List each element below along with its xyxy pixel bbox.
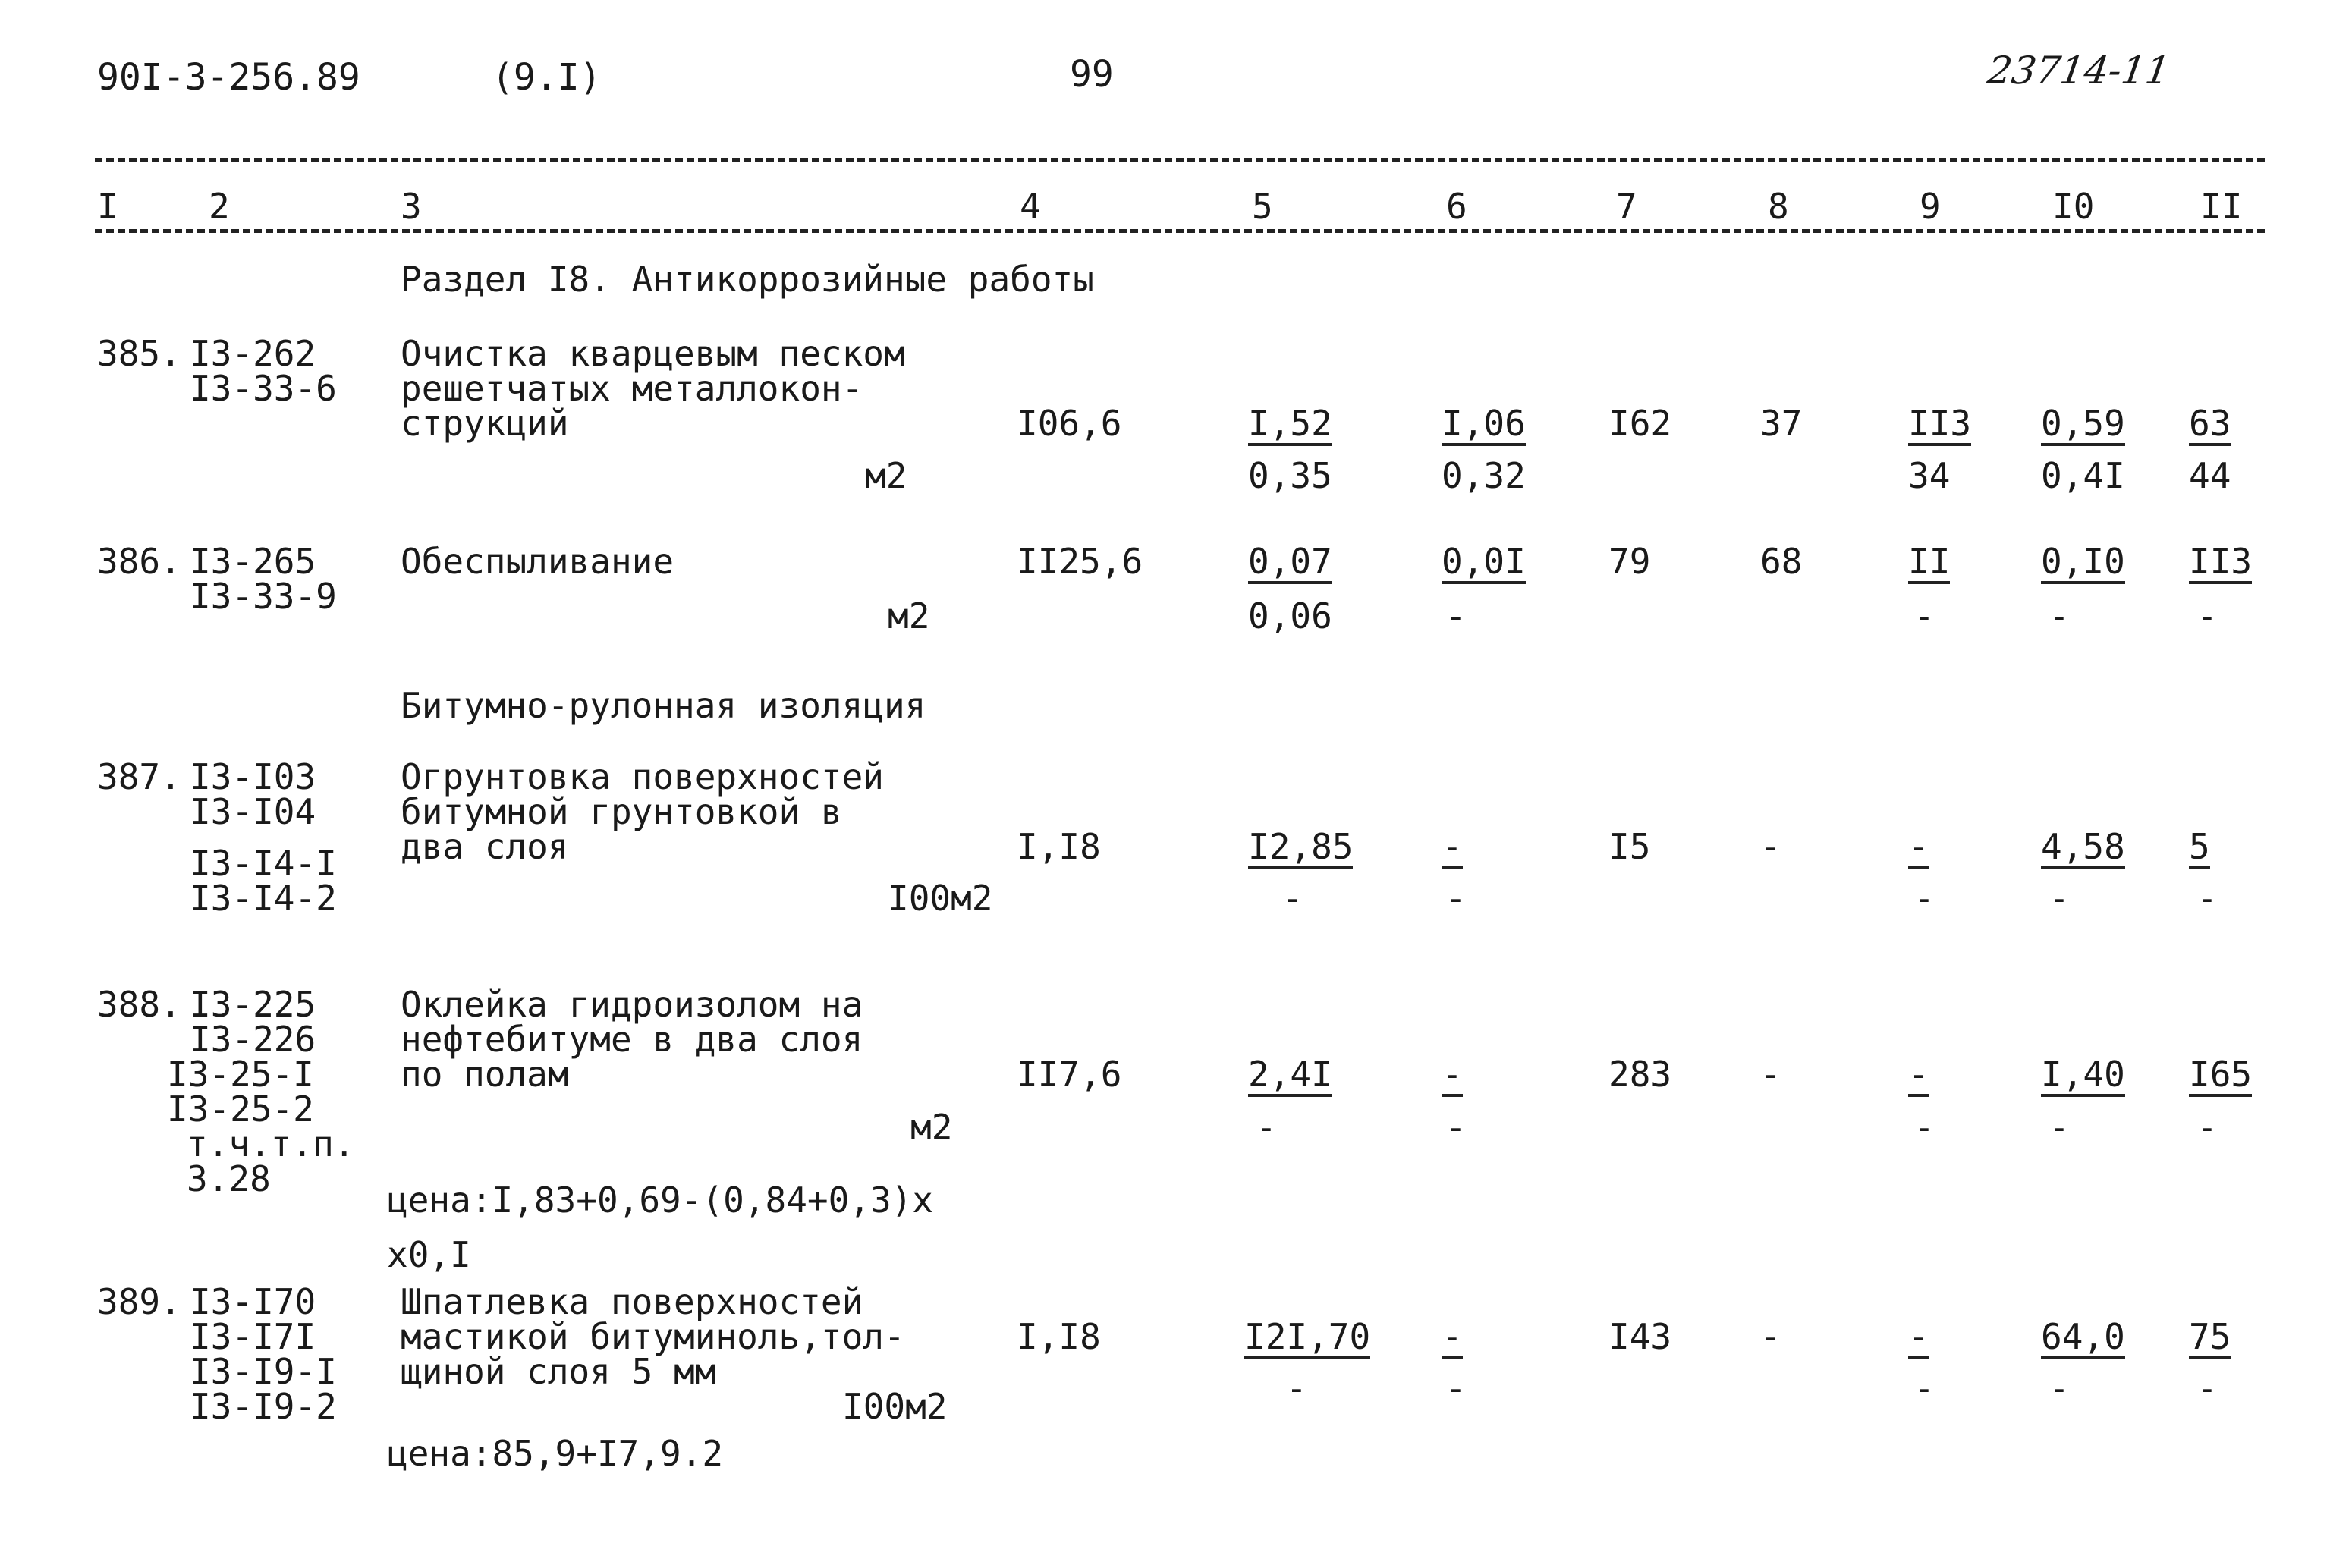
cell-c8: 68	[1760, 541, 1803, 582]
cell-c7: I62	[1608, 403, 1672, 444]
row-description: Огрунтовка поверхностей	[401, 756, 884, 797]
row-quantity: I,I8	[1017, 1316, 1101, 1357]
cell-c5-top: I,52	[1248, 405, 1332, 446]
handwritten-reference: 23714-11	[1984, 49, 2173, 93]
section-reference: (9.I)	[492, 56, 602, 99]
cell-c10-bottom: -	[2049, 1107, 2070, 1148]
row-code: I3-I04	[190, 791, 316, 832]
cell-c10-top: 64,0	[2041, 1318, 2125, 1359]
cell-c6-bottom: 0,32	[1442, 455, 1526, 496]
cell-c11-top: 63	[2189, 405, 2231, 446]
cell-c7: I43	[1608, 1316, 1672, 1357]
cell-c5-top: 2,4I	[1248, 1056, 1332, 1097]
cell-c10-top: I,40	[2041, 1056, 2125, 1097]
page-number: 99	[1070, 53, 1114, 96]
col-header-7: 7	[1616, 186, 1637, 227]
cell-c10-top: 4,58	[2041, 828, 2125, 869]
cell-c6-top: 0,0I	[1442, 543, 1526, 584]
cell-c11-bottom: -	[2196, 878, 2218, 919]
col-header-10: I0	[2052, 186, 2095, 227]
cell-c10-top: 0,I0	[2041, 543, 2125, 584]
row-number: 389.	[97, 1281, 181, 1322]
row-code: I3-265	[190, 541, 316, 582]
cell-c5-bottom: -	[1282, 878, 1303, 919]
cell-c6-top: -	[1442, 828, 1463, 869]
col-header-8: 8	[1768, 186, 1789, 227]
cell-c8: -	[1760, 1054, 1781, 1095]
row-number: 386.	[97, 541, 181, 582]
row-code: I3-25-I	[167, 1054, 314, 1095]
cell-c9-top: II	[1908, 543, 1950, 584]
cell-c11-top: 75	[2189, 1318, 2231, 1359]
col-header-6: 6	[1446, 186, 1467, 227]
row-description: по полам	[401, 1054, 569, 1095]
cell-c11-top: 5	[2189, 828, 2210, 869]
row-code: I3-I70	[190, 1281, 316, 1322]
col-header-2: 2	[209, 186, 230, 227]
row-code: I3-I4-2	[190, 878, 337, 919]
cell-c8: -	[1760, 1316, 1781, 1357]
row-code: I3-I9-I	[190, 1351, 337, 1392]
row-description: битумной грунтовкой в	[401, 791, 842, 832]
row-quantity: II7,6	[1017, 1054, 1122, 1095]
cell-c10-bottom: -	[2049, 878, 2070, 919]
cell-c6-top: -	[1442, 1318, 1463, 1359]
row-code: I3-25-2	[167, 1089, 314, 1130]
col-header-4: 4	[1020, 186, 1041, 227]
row-number: 387.	[97, 756, 181, 797]
cell-c11-bottom: -	[2196, 1107, 2218, 1148]
row-unit: м2	[865, 455, 907, 496]
cell-c5-top: 0,07	[1248, 543, 1332, 584]
cell-c9-bottom: -	[1913, 1107, 1935, 1148]
header-bottom-rule	[95, 229, 2265, 233]
row-unit: I00м2	[842, 1386, 948, 1427]
row-quantity: I,I8	[1017, 826, 1101, 867]
cell-c9-bottom: 34	[1908, 455, 1951, 496]
row-code: 3.28	[187, 1158, 271, 1199]
row-description: Оклейка гидроизолом на	[401, 984, 863, 1025]
row-description: щиной слоя 5 мм	[401, 1351, 716, 1392]
row-number: 388.	[97, 984, 181, 1025]
price-note: цена:85,9+I7,9.2	[387, 1433, 724, 1474]
row-unit: м2	[888, 595, 930, 636]
cell-c5-top: I2I,70	[1244, 1318, 1370, 1359]
row-unit: м2	[910, 1107, 953, 1148]
cell-c11-top: II3	[2189, 543, 2252, 584]
cell-c6-bottom: -	[1445, 878, 1467, 919]
cell-c10-bottom: -	[2049, 1368, 2070, 1409]
row-code: т.ч.т.п.	[187, 1123, 355, 1164]
cell-c9-bottom: -	[1913, 1368, 1935, 1409]
cell-c5-bottom: -	[1286, 1368, 1307, 1409]
cell-c6-bottom: -	[1445, 1107, 1467, 1148]
row-code: I3-33-6	[190, 368, 337, 409]
row-description: два слоя	[401, 826, 569, 867]
row-description: Шпатлевка поверхностей	[401, 1281, 863, 1322]
cell-c9-top: -	[1908, 1318, 1929, 1359]
col-header-9: 9	[1920, 186, 1941, 227]
row-description: мастикой битуминоль,тол-	[401, 1316, 905, 1357]
col-header-5: 5	[1252, 186, 1273, 227]
row-code: I3-I03	[190, 756, 316, 797]
row-quantity: I06,6	[1017, 403, 1122, 444]
header-top-rule	[95, 158, 2265, 162]
col-header-3: 3	[401, 186, 422, 227]
cell-c11-bottom: 44	[2189, 455, 2231, 496]
cell-c6-top: -	[1442, 1056, 1463, 1097]
cell-c10-top: 0,59	[2041, 405, 2125, 446]
cell-c11-bottom: -	[2196, 595, 2218, 636]
cell-c9-top: II3	[1908, 405, 1971, 446]
cell-c8: 37	[1760, 403, 1803, 444]
cell-c5-bottom: 0,35	[1248, 455, 1332, 496]
cell-c5-top: I2,85	[1248, 828, 1353, 869]
cell-c10-bottom: -	[2049, 595, 2070, 636]
cell-c7: 283	[1608, 1054, 1672, 1095]
row-description: решетчатых металлокон-	[401, 368, 863, 409]
cell-c9-bottom: -	[1913, 878, 1935, 919]
cell-c9-top: -	[1908, 1056, 1929, 1097]
row-code: I3-33-9	[190, 576, 337, 617]
cell-c6-bottom: -	[1445, 1368, 1467, 1409]
section-title: Раздел I8. Антикоррозийные работы	[401, 259, 1094, 300]
row-quantity: II25,6	[1017, 541, 1143, 582]
cell-c7: 79	[1608, 541, 1651, 582]
cell-c6-top: I,06	[1442, 405, 1526, 446]
row-code: I3-225	[190, 984, 316, 1025]
document-code: 90I-3-256.89	[97, 56, 360, 99]
subsection-title: Битумно-рулонная изоляция	[401, 685, 926, 726]
row-description: Обеспыливание	[401, 541, 674, 582]
row-code: I3-226	[190, 1019, 316, 1060]
cell-c9-top: -	[1908, 828, 1929, 869]
row-description: Очистка кварцевым песком	[401, 333, 905, 374]
row-code: I3-I9-2	[190, 1386, 337, 1427]
col-header-1: I	[97, 186, 118, 227]
cell-c6-bottom: -	[1445, 595, 1467, 636]
row-code: I3-I4-I	[190, 843, 337, 884]
col-header-11: II	[2200, 186, 2243, 227]
price-note: цена:I,83+0,69-(0,84+0,3)x	[387, 1180, 934, 1221]
row-unit: I00м2	[888, 878, 993, 919]
cell-c5-bottom: 0,06	[1248, 595, 1332, 636]
cell-c7: I5	[1608, 826, 1651, 867]
row-number: 385.	[97, 333, 181, 374]
row-code: I3-262	[190, 333, 316, 374]
row-code: I3-I7I	[190, 1316, 316, 1357]
cell-c5-bottom: -	[1256, 1107, 1277, 1148]
row-description: нефтебитуме в два слоя	[401, 1019, 863, 1060]
cell-c11-top: I65	[2189, 1056, 2252, 1097]
cell-c11-bottom: -	[2196, 1368, 2218, 1409]
price-note: x0,I	[387, 1234, 471, 1275]
row-description: струкций	[401, 403, 569, 444]
cell-c10-bottom: 0,4I	[2041, 455, 2125, 496]
cell-c8: -	[1760, 826, 1781, 867]
cell-c9-bottom: -	[1913, 595, 1935, 636]
